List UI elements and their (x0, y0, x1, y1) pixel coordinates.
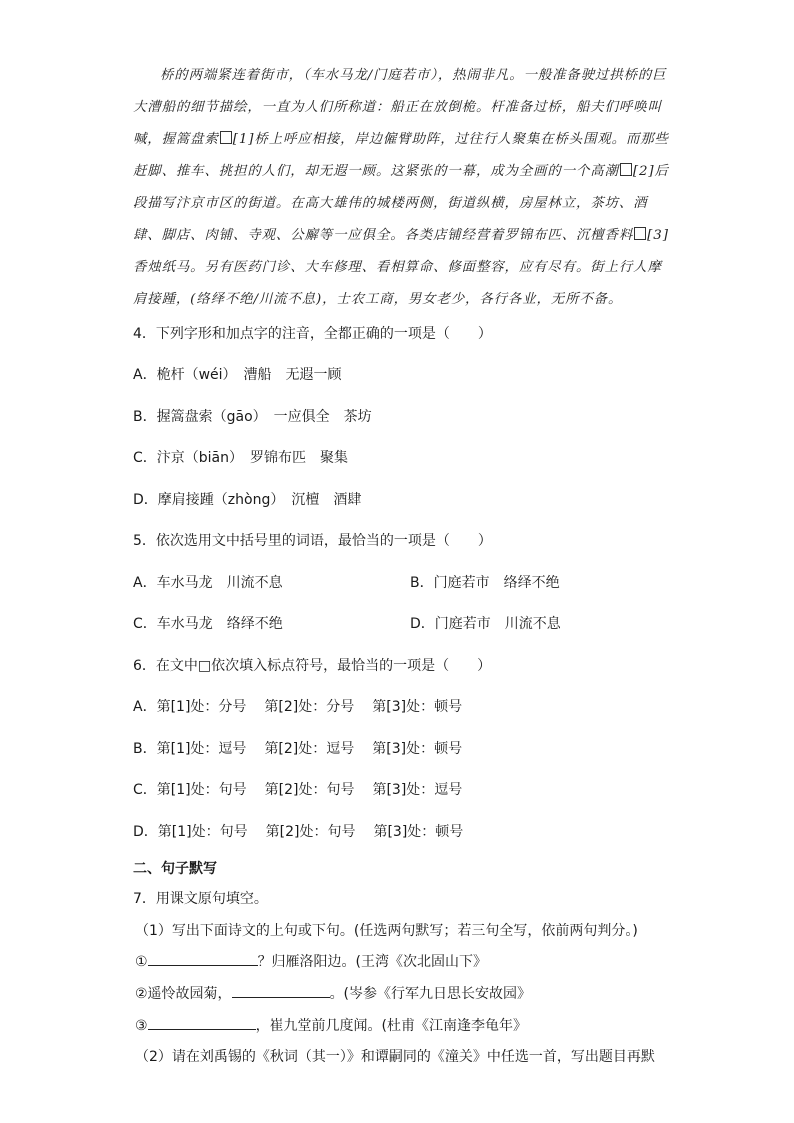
question-6-option-b[interactable]: B．第[1]处：逗号 第[2]处：逗号 第[3]处：顿号 (133, 741, 463, 757)
recitation-line-2: ②遥怜故园菊， 。(岑参《行军九日思长安故园》 (135, 983, 531, 1003)
question-7-sub1: （1）写出下面诗文的上句或下句。(任选两句默写；若三句全写，依前两句判分。) (135, 923, 638, 939)
question-6-option-a[interactable]: A．第[1]处：分号 第[2]处：分号 第[3]处：顿号 (133, 699, 463, 715)
blank-box (620, 163, 632, 176)
passage-line: 桥的两端紧连着街市，（车水马龙/门庭若市），热闹非凡。一般准备驶过拱桥的巨 (160, 68, 667, 83)
blank-box (220, 131, 232, 144)
reading-passage (133, 60, 669, 316)
blank-box (634, 227, 646, 240)
question-5-option-c[interactable]: C．车水马龙 络绎不绝 (133, 616, 283, 632)
question-5-option-d[interactable]: D．门庭若市 川流不息 (410, 616, 561, 632)
question-6-option-d[interactable]: D．第[1]处：句号 第[2]处：句号 第[3]处：顿号 (133, 824, 464, 840)
question-5-option-b[interactable]: B．门庭若市 络绎不绝 (410, 575, 560, 591)
question-4-option-d[interactable]: D．摩肩接踵（zhòng） 沉檀 酒肆 (133, 492, 362, 508)
question-4-option-b[interactable]: B．握篙盘索（gāo） 一应俱全 茶坊 (133, 409, 372, 425)
passage-line: 段描写汴京市区的街道。在高大雄伟的城楼两侧，街道纵横，房屋林立，茶坊、酒 (133, 196, 648, 211)
question-6-option-c[interactable]: C．第[1]处：句号 第[2]处：句号 第[3]处：逗号 (133, 782, 463, 798)
passage-line: 喊，握篙盘索 [1]桥上呼应相接，岸边僱臂助阵，过往行人聚集在桥头围观。而那些 (133, 132, 669, 147)
recitation-line-1: ① ？归雁洛阳边。(王湾《次北固山下》 (135, 951, 487, 971)
question-4-option-a[interactable]: A．桅杆（wéi） 漕船 无遐一顾 (133, 367, 342, 383)
section-title: 二、句子默写 (133, 861, 217, 877)
question-6-stem: 6．在文中□依次填入标点符号，最恰当的一项是（ ） (133, 658, 492, 674)
answer-blank-1[interactable] (148, 951, 258, 966)
question-4-option-c[interactable]: C．汴京（biān） 罗锦布匹 聚集 (133, 450, 349, 466)
passage-line: 赶脚、推车、挑担的人们，却无遐一顾。这紧张的一幕，成为全画的一个高潮 [2]后 (133, 164, 669, 179)
passage-line: 肩接踵，(络绎不绝/川流不息)，士农工商，男女老少，各行各业，无所不备。 (133, 292, 623, 307)
answer-blank-2[interactable] (232, 983, 330, 998)
question-7-stem: 7．用课文原句填空。 (133, 891, 268, 907)
passage-line: 肆、脚店、肉铺、寺观、公廨等一应俱全。各类店铺经营着罗锦布匹、沉檀香料 [3] (133, 228, 669, 243)
answer-blank-3[interactable] (148, 1015, 256, 1030)
question-4-stem: 4．下列字形和加点字的注音，全都正确的一项是（ ） (133, 326, 492, 342)
passage-line: 大漕船的细节描绘，一直为人们所称道：船正在放倒桅。杆准备过桥，船夫们呼唤叫 (133, 100, 662, 115)
passage-line: 香烛纸马。另有医药门诊、大车修理、看相算命、修面整容，应有尽有。街上行人摩 (133, 260, 662, 275)
recitation-line-3: ③ ，崔九堂前几度闻。(杜甫《江南逢李龟年》 (135, 1015, 527, 1035)
question-7-sub2: （2）请在刘禹锡的《秋词（其一）》和谭嗣同的《潼关》中任选一首，写出题目再默 (135, 1049, 655, 1065)
question-5-stem: 5．依次选用文中括号里的词语，最恰当的一项是（ ） (133, 533, 492, 549)
question-5-option-a[interactable]: A．车水马龙 川流不息 (133, 575, 283, 591)
